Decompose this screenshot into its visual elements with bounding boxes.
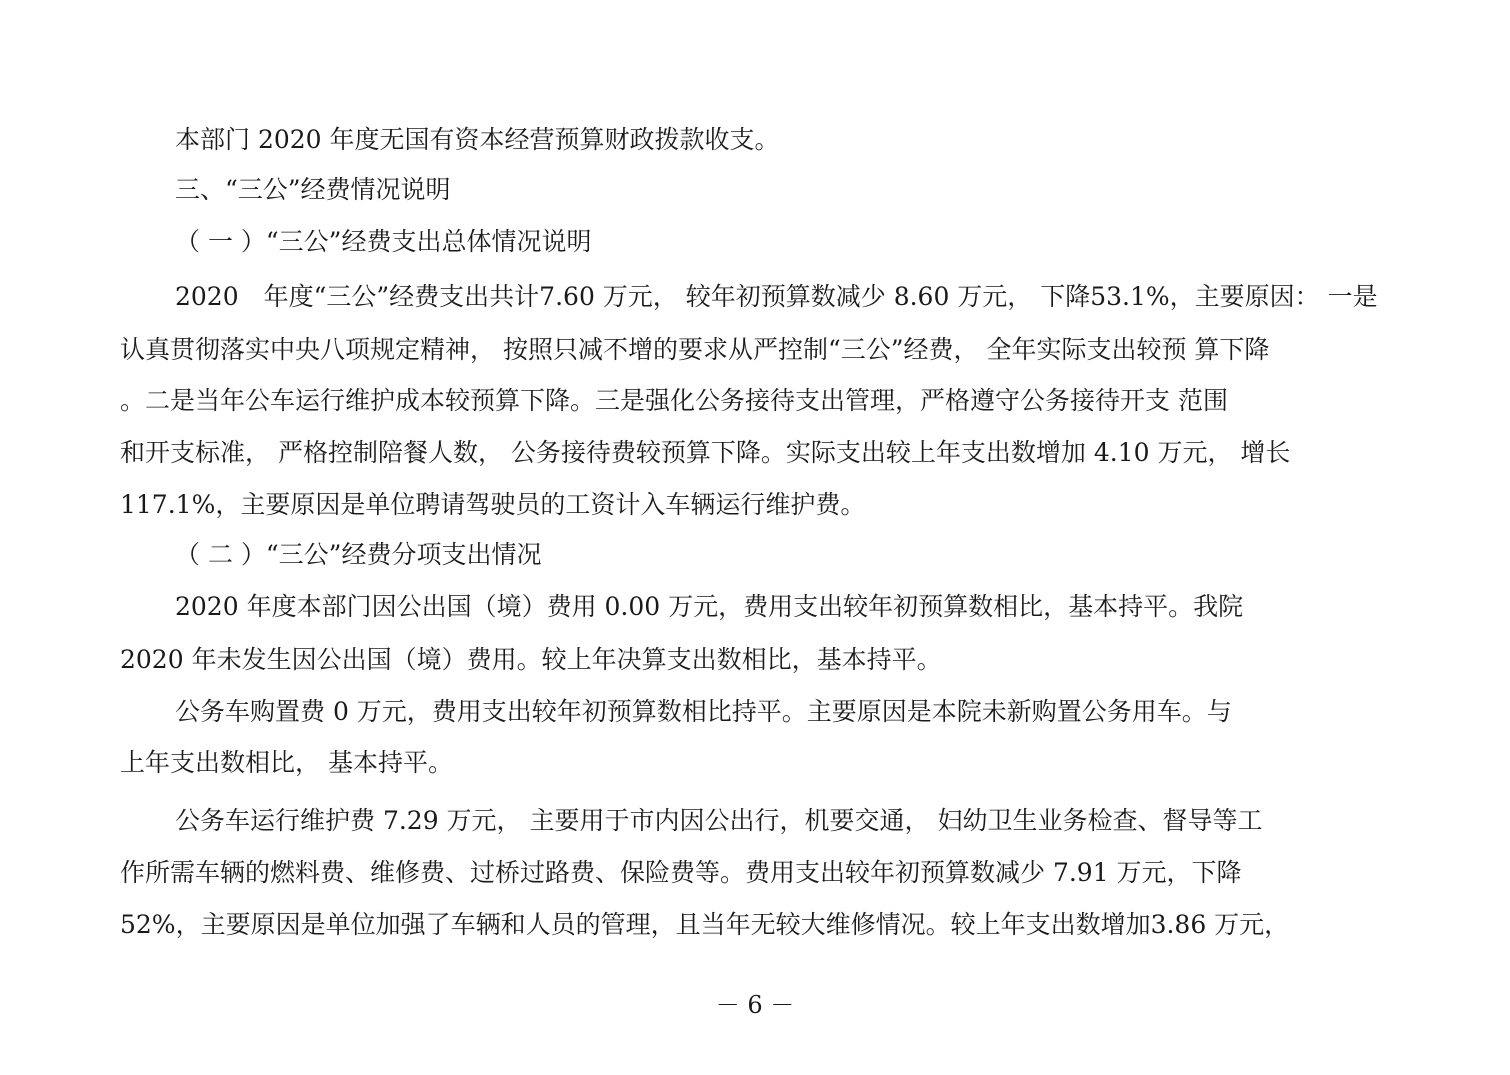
paragraph-line-1: 本部门 2020 年度无国有资本经营预算财政拨款收支。 bbox=[175, 125, 780, 154]
page-number: － 6 － bbox=[715, 991, 795, 1019]
subsection-heading-itemized: （ 二 ）“三公”经费分项支出情况 bbox=[175, 540, 542, 569]
paragraph-line-15: 作所需车辆的燃料费、维修费、过桥过路费、保险费等。费用支出较年初预算数减少 7.91 万元，下降 bbox=[120, 858, 1242, 887]
paragraph-line-10: 2020 年度本部门因公出国（境）费用 0.00 万元，费用支出较年初预算数相比，基本持平。我院 bbox=[175, 592, 1244, 621]
paragraph-line-14: 公务车运行维护费 7.29 万元， 主要用于市内因公出行，机要交通， 妇幼卫生业务检查、督导等工 bbox=[175, 806, 1263, 835]
paragraph-line-12: 公务车购置费 0 万元，费用支出较年初预算数相比持平。主要原因是本院未新购置公务用车。与 bbox=[175, 697, 1232, 726]
paragraph-line-8: 117.1%，主要原因是单位聘请驾驶员的工资计入车辆运行维护费。 bbox=[120, 490, 866, 519]
paragraph-line-5: 认真贯彻落实中央八项规定精神， 按照只减不增的要求从严控制“三公”经费， 全年实际支出较预 算下降 bbox=[120, 335, 1270, 364]
paragraph-line-16: 52%，主要原因是单位加强了车辆和人员的管理，且当年无较大维修情况。较上年支出数增加3.86 万元， bbox=[120, 910, 1290, 939]
section-heading-three-public: 三、“三公”经费情况说明 bbox=[175, 175, 451, 204]
subsection-heading-overall: （ 一 ）“三公”经费支出总体情况说明 bbox=[175, 227, 592, 256]
paragraph-line-11: 2020 年未发生因公出国（境）费用。较上年决算支出数相比，基本持平。 bbox=[120, 645, 942, 674]
paragraph-line-7: 和开支标准， 严格控制陪餐人数， 公务接待费较预算下降。实际支出较上年支出数增加 4.10 万元， 增长 bbox=[120, 438, 1291, 467]
paragraph-line-13: 上年支出数相比， 基本持平。 bbox=[120, 748, 453, 777]
paragraph-line-4: 2020 年度“三公”经费支出共计7.60 万元， 较年初预算数减少 8.60 万元， 下降53.1%，主要原因： 一是 bbox=[175, 282, 1378, 311]
paragraph-line-6: 。二是当年公车运行维护成本较预算下降。三是强化公务接待支出管理，严格遵守公务接待开支 范围 bbox=[120, 386, 1228, 415]
